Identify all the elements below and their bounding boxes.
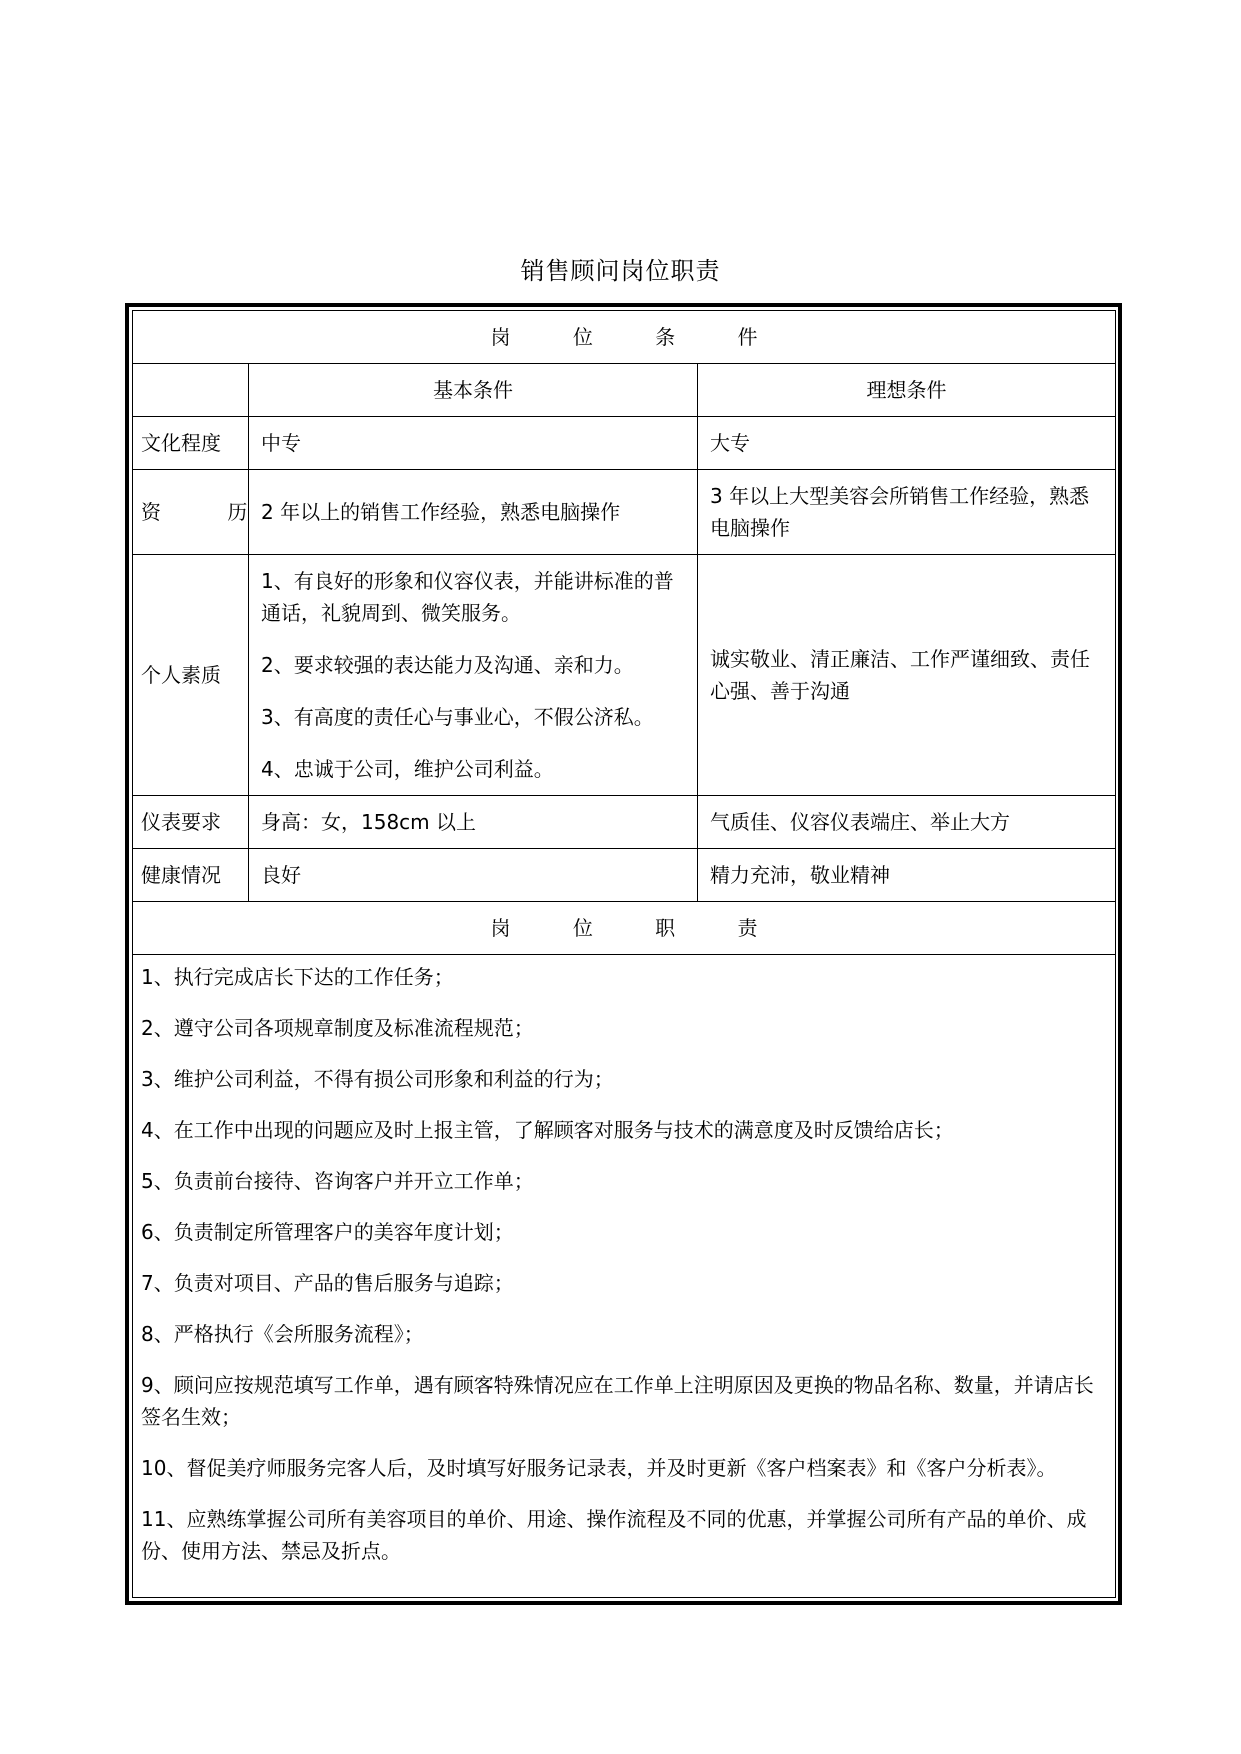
- empty-corner-cell: [133, 364, 249, 417]
- document-title: 销售顾问岗位职责: [520, 257, 721, 285]
- list-item: 10、督促美疗师服务完客人后，及时填写好服务记录表，并及时更新《客户档案表》和《客户分析表》。: [141, 1456, 1057, 1480]
- section-title-conditions: 岗 位 条 件: [133, 311, 1116, 364]
- row-label: 资 历: [133, 470, 249, 555]
- duties-row: [133, 955, 1116, 1598]
- list-item: 3、有高度的责任心与事业心，不假公济私。: [261, 705, 654, 729]
- list-item: 3、维护公司利益，不得有损公司形象和利益的行为；: [141, 1067, 614, 1091]
- column-header-ideal: 理想条件: [698, 364, 1116, 417]
- ideal-value: 气质佳、仪容仪表端庄、举止大方: [698, 796, 1116, 849]
- row-label: 健康情况: [133, 849, 249, 902]
- section-title-duties: 岗 位 职 责: [133, 902, 1116, 955]
- row-label: 个人素质: [133, 555, 249, 796]
- list-item: 2、要求较强的表达能力及沟通、亲和力。: [261, 653, 634, 677]
- section-header-row: [133, 902, 1116, 955]
- section-header-row: [133, 311, 1116, 364]
- list-item: 8、严格执行《会所服务流程》；: [141, 1322, 424, 1346]
- list-item: 11、应熟练掌握公司所有美容项目的单价、用途、操作流程及不同的优惠，并掌握公司所有产品的单价、成份、使用方法、禁忌及折点。: [141, 1507, 1087, 1563]
- basic-value: 身高：女，158cm 以上: [249, 796, 698, 849]
- table-row: [133, 470, 1116, 555]
- quality-basic-list: [249, 555, 698, 796]
- list-item: 6、负责制定所管理客户的美容年度计划；: [141, 1220, 514, 1244]
- list-item: 2、遵守公司各项规章制度及标准流程规范；: [141, 1016, 534, 1040]
- table-row: [133, 417, 1116, 470]
- list-item: 1、有良好的形象和仪容仪表，并能讲标准的普通话，礼貌周到、微笑服务。: [261, 569, 674, 625]
- basic-value: 2 年以上的销售工作经验，熟悉电脑操作: [249, 470, 698, 555]
- ideal-value: 3 年以上大型美容会所销售工作经验，熟悉电脑操作: [698, 470, 1116, 555]
- row-label: 文化程度: [133, 417, 249, 470]
- column-header-basic: 基本条件: [249, 364, 698, 417]
- list-item: 4、在工作中出现的问题应及时上报主管，了解顾客对服务与技术的满意度及时反馈给店长；: [141, 1118, 954, 1142]
- list-item: 1、执行完成店长下达的工作任务；: [141, 965, 454, 989]
- table-row: [133, 796, 1116, 849]
- duties-list: [133, 955, 1116, 1598]
- list-item: 4、忠诚于公司，维护公司利益。: [261, 757, 554, 781]
- list-item: 9、顾问应按规范填写工作单，遇有顾客特殊情况应在工作单上注明原因及更换的物品名称、数量，并请店长签名生效；: [141, 1373, 1094, 1429]
- row-label: 仪表要求: [133, 796, 249, 849]
- job-description-table: [132, 310, 1116, 1598]
- list-item: 7、负责对项目、产品的售后服务与追踪；: [141, 1271, 514, 1295]
- basic-value: 中专: [249, 417, 698, 470]
- job-description-table-frame: [125, 303, 1122, 1605]
- column-header-row: [133, 364, 1116, 417]
- table-row: [133, 849, 1116, 902]
- table-row: [133, 555, 1116, 796]
- list-item: 5、负责前台接待、咨询客户并开立工作单；: [141, 1169, 534, 1193]
- basic-value: 良好: [249, 849, 698, 902]
- ideal-value: 诚实敬业、清正廉洁、工作严谨细致、责任心强、善于沟通: [698, 555, 1116, 796]
- ideal-value: 精力充沛，敬业精神: [698, 849, 1116, 902]
- ideal-value: 大专: [698, 417, 1116, 470]
